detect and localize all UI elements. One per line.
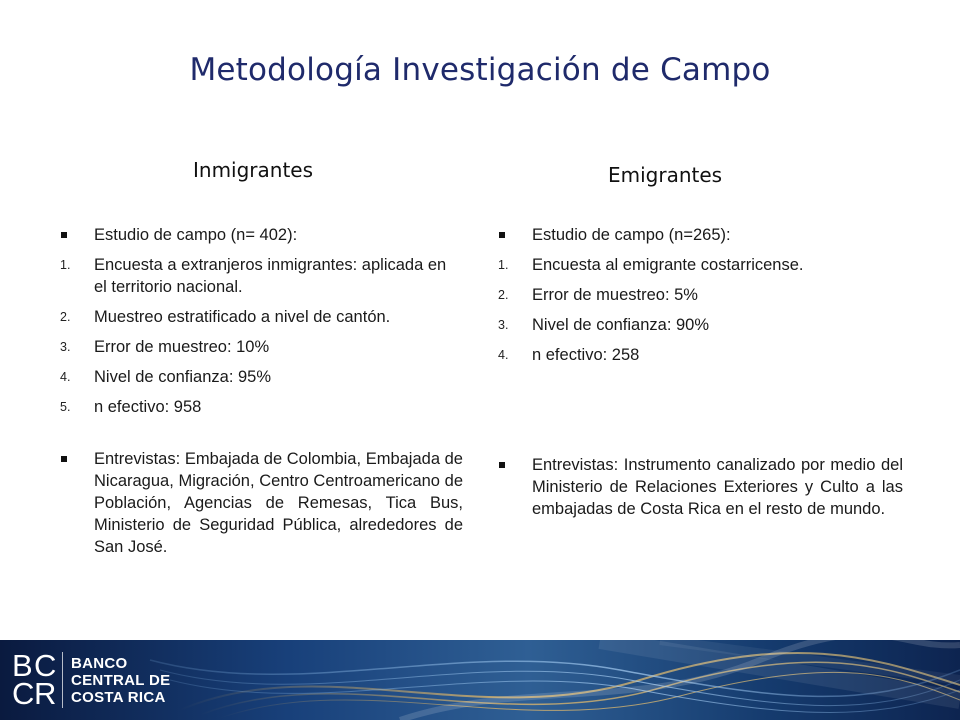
list-item	[498, 344, 903, 366]
list-number: 1.	[60, 258, 71, 272]
list-item-text: Error de muestreo: 5%	[532, 286, 698, 304]
list-item-text: Nivel de confianza: 95%	[94, 368, 272, 386]
bccr-logo	[12, 648, 171, 711]
list-item	[60, 254, 463, 298]
list-item	[498, 284, 903, 306]
logo-letter: R	[34, 676, 56, 711]
list-number: 5.	[60, 400, 71, 414]
list-number: 4.	[60, 370, 71, 384]
list-item	[60, 396, 463, 418]
bullet-survey	[498, 224, 903, 246]
logo-letter: C	[34, 648, 56, 683]
column-emigrantes	[498, 224, 903, 520]
list-item-text: Muestreo estratificado a nivel de cantón.	[94, 308, 391, 326]
list-item-text: n efectivo: 958	[94, 398, 202, 416]
logo-letter: B	[12, 648, 32, 683]
logo-line: BANCO	[71, 654, 128, 672]
logo-wordmark	[71, 655, 170, 706]
list-item-text: Error de muestreo: 10%	[94, 338, 270, 356]
bullet-survey	[60, 224, 463, 246]
list-item	[498, 254, 903, 276]
list-number: 2.	[60, 310, 71, 324]
list-item	[60, 366, 463, 388]
list-item	[60, 336, 463, 358]
list-number: 3.	[498, 318, 509, 332]
survey-text: Estudio de campo (n=265):	[532, 226, 731, 244]
list-number: 1.	[498, 258, 509, 272]
list-item-text: Nivel de confianza: 90%	[532, 316, 710, 334]
logo-letter: C	[12, 676, 34, 711]
list-number: 4.	[498, 348, 509, 362]
list-item-text: Encuesta a extranjeros inmigrantes: aplicada en el territorio nacional.	[94, 256, 447, 296]
bullet-interviews	[498, 454, 903, 520]
list-item-text: n efectivo: 258	[532, 346, 640, 364]
interviews-text: Entrevistas: Instrumento canalizado por medio del Ministerio de Relaciones Exteriores y Culto a las embajadas de Costa Rica en el resto de mundo.	[532, 456, 903, 518]
slide-title: Metodología Investigación de Campo	[189, 52, 771, 88]
list-item	[498, 314, 903, 336]
interviews-text: Entrevistas: Embajada de Colombia, Embajada de Nicaragua, Migración, Centro Centroamericano de Población, Agencias de Remesas, Tica Bus, Ministerio de Seguridad Pública, alrededores de San José.	[94, 450, 463, 556]
logo-monogram	[12, 648, 56, 711]
footer-banner	[0, 640, 960, 720]
bullet-interviews	[60, 448, 463, 558]
list-item	[60, 306, 463, 328]
list-number: 2.	[498, 288, 509, 302]
column-inmigrantes	[60, 224, 463, 558]
list-item-text: Encuesta al emigrante costarricense.	[532, 256, 804, 274]
logo-line: CENTRAL DE	[71, 671, 171, 689]
logo-divider	[62, 652, 63, 708]
heading-emigrantes: Emigrantes	[608, 163, 723, 187]
heading-inmigrantes: Inmigrantes	[193, 158, 314, 182]
list-number: 3.	[60, 340, 71, 354]
logo-line: COSTA RICA	[71, 688, 166, 706]
survey-text: Estudio de campo (n= 402):	[94, 226, 298, 244]
